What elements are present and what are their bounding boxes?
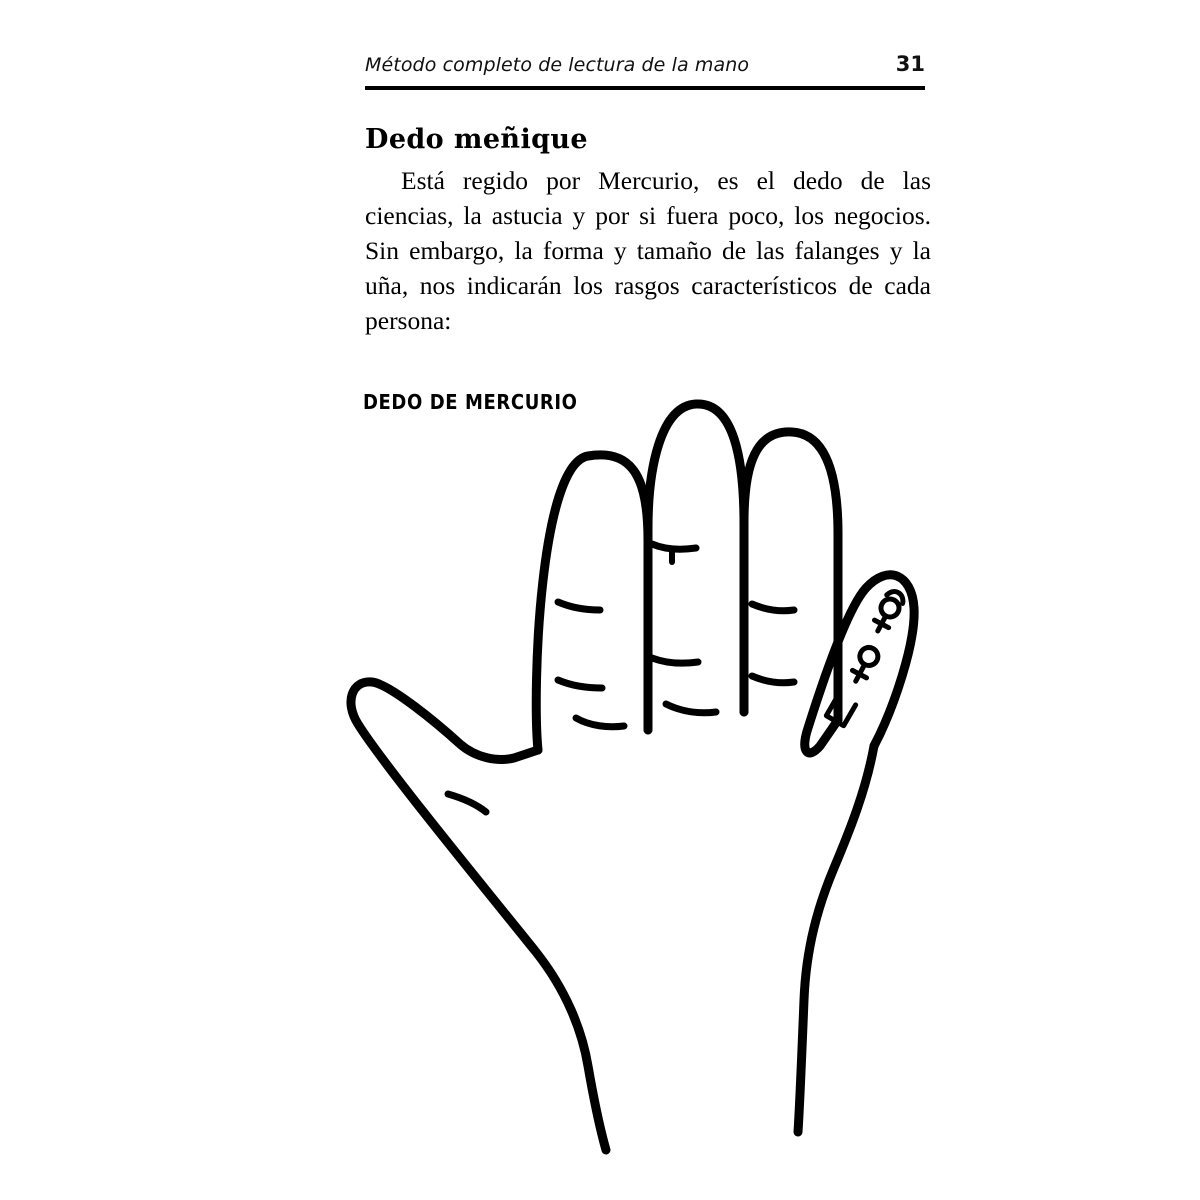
hand-figure: [300, 360, 1000, 1160]
page-number: 31: [895, 52, 925, 76]
venus-symbol-middle: [848, 644, 881, 685]
running-head-title: Método completo de lectura de la mano: [365, 54, 750, 76]
header-rule: [365, 86, 925, 90]
figure-caption-label: DEDO DE MERCURIO: [363, 390, 578, 414]
section-title: Dedo meñique: [365, 124, 589, 155]
mercury-symbol-top: [870, 588, 906, 635]
hand-illustration-icon: [300, 360, 1000, 1160]
body-paragraph: Está regido por Mercurio, es el dedo de las ciencias, la astucia y por si fuera poco, los negocios. Sin embargo, la forma y tamaño de las falanges y la uña, nos indicarán los rasgos característicos de cada persona:: [365, 166, 931, 335]
body-text: [365, 163, 931, 338]
running-head: [365, 52, 925, 76]
